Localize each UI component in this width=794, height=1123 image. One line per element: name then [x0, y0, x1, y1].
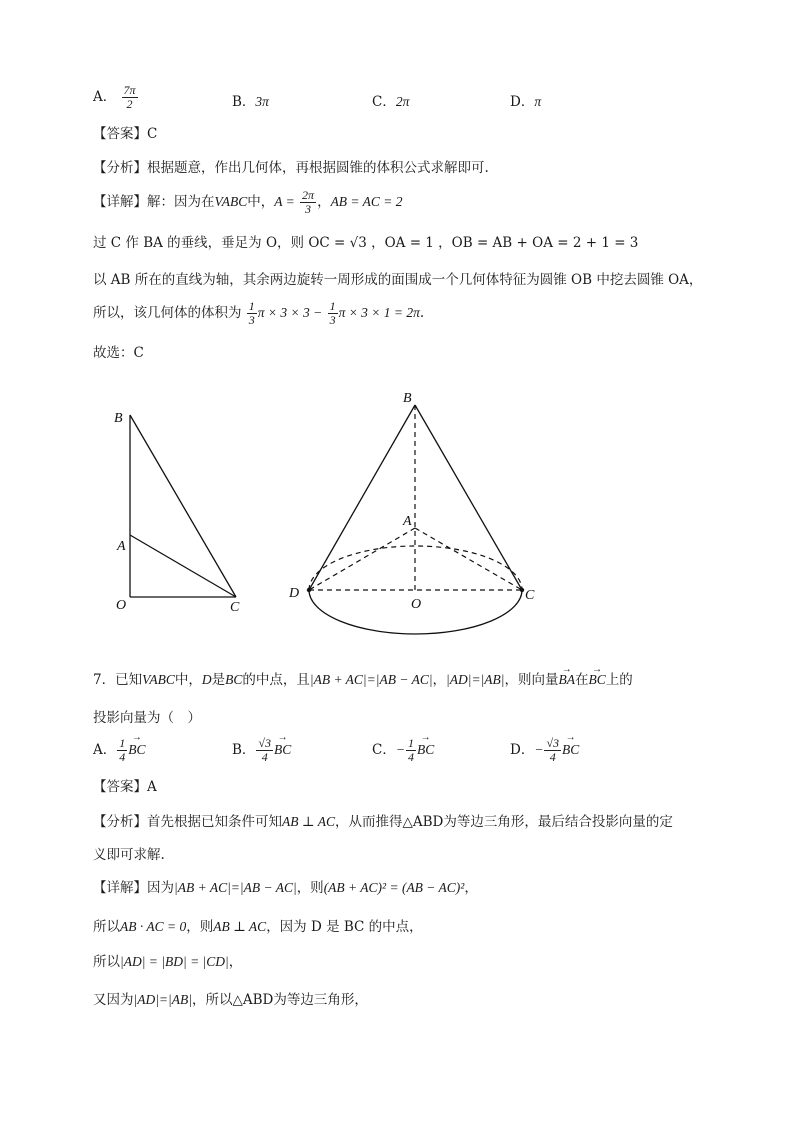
q7-detail-line-4	[93, 990, 368, 1010]
label-b: B	[114, 411, 123, 426]
vector: → BC	[128, 742, 145, 758]
q7-analysis-line-2: 义即可求解.	[93, 847, 165, 863]
text: 7．已知	[93, 672, 143, 688]
analysis-tag: 【分析】	[93, 814, 147, 830]
q7-option-b	[232, 737, 291, 764]
math: AB ⊥ AC	[282, 814, 335, 829]
label-o: O	[411, 597, 422, 612]
q6-detail-line-3: 以 AB 所在的直线为轴，其余两边旋转一周形成的面围成一个几何体特征为圆锥 OB 中挖去圆锥 OA，	[93, 272, 703, 288]
q6-choose: 故选：C	[93, 345, 144, 361]
text: 又因为	[93, 992, 134, 1008]
denominator: 4	[261, 750, 268, 764]
q7-detail-line-1	[93, 878, 478, 898]
text: 因为	[147, 880, 174, 896]
numerator: 1	[248, 299, 255, 313]
answer-tag: 【答案】	[93, 126, 147, 142]
option-letter: C．	[372, 742, 396, 758]
option-value: 3π	[255, 94, 269, 109]
fraction	[122, 84, 138, 111]
text: ，则	[296, 880, 324, 896]
option-letter: D．	[510, 94, 535, 110]
option-value: 2π	[395, 94, 410, 109]
denominator: 3	[305, 202, 312, 216]
math: AB · AC = 0	[120, 919, 187, 934]
text: ，从而推得△ABD为等边三角形，最后结合投影向量的定	[334, 814, 673, 830]
inner-slant-left	[309, 528, 415, 590]
denominator: 4	[119, 750, 126, 764]
text: ，	[432, 672, 447, 688]
text: ，则	[186, 919, 214, 935]
analysis-tag: 【分析】	[93, 160, 147, 176]
sign: −	[534, 742, 544, 757]
math: |AB + AC|=|AB − AC|	[174, 880, 297, 895]
q6-detail-line-1	[93, 189, 403, 216]
analysis-text: 根据题意，作出几何体，再根据圆锥的体积公式求解即可.	[147, 160, 489, 176]
label-o: O	[116, 598, 127, 613]
q7-detail-line-2	[93, 917, 423, 937]
vector: → BC	[562, 742, 579, 758]
label-b: B	[403, 391, 412, 406]
option-letter: B．	[232, 94, 256, 110]
fraction	[328, 300, 338, 327]
text: .	[419, 305, 425, 321]
inner-slant-right	[415, 528, 522, 590]
text: ，	[464, 880, 478, 896]
fraction	[256, 737, 273, 764]
q6-option-c	[372, 90, 409, 110]
text: ，	[228, 954, 243, 970]
text: ，因为 D 是 BC 的中点，	[266, 919, 423, 935]
text: ，所以△ABD为等边三角形，	[191, 992, 368, 1008]
numerator: 2π	[302, 188, 315, 202]
text: 上的	[605, 672, 633, 688]
text: 的中点，且	[242, 672, 310, 688]
math: |AB + AC|=|AB − AC|	[309, 672, 433, 687]
answer-value: C	[147, 126, 158, 142]
text: 所以，该几何体的体积为	[93, 305, 242, 321]
text: ，	[317, 194, 331, 210]
fraction	[406, 737, 416, 764]
numerator: 1	[329, 299, 336, 313]
text: 中，	[174, 672, 202, 688]
denominator: 3	[329, 313, 336, 327]
text: 是	[211, 672, 226, 688]
q7-option-c	[372, 737, 434, 764]
point-c	[520, 588, 524, 592]
answer-value: A	[147, 779, 157, 795]
right-triangle-figure	[114, 411, 240, 615]
q6-option-a	[93, 84, 139, 111]
vector: → BC	[589, 670, 606, 690]
math: π × 3 × 3 −	[257, 305, 323, 320]
geometry-figure	[0, 385, 794, 645]
detail-tag: 【详解】	[93, 880, 147, 896]
q6-analysis	[93, 158, 489, 178]
label-c: C	[230, 600, 240, 615]
option-letter: C．	[372, 94, 396, 110]
q6-answer	[93, 124, 157, 144]
denominator: 4	[549, 750, 556, 764]
vector: → BA	[559, 670, 576, 690]
option-letter: B．	[232, 742, 256, 758]
math: VABC	[142, 672, 175, 687]
fraction	[117, 737, 127, 764]
vector: → BC	[417, 742, 434, 758]
label-a: A	[117, 539, 126, 554]
answer-tag: 【答案】	[93, 779, 147, 795]
q7-detail-line-3	[93, 952, 242, 972]
option-letter: A．	[93, 89, 117, 105]
label-a: A	[403, 514, 412, 529]
fraction	[247, 300, 257, 327]
math: (AB + AC)² = (AB − AC)²	[323, 880, 465, 895]
cone-slant-right	[415, 405, 522, 590]
label-c: C	[525, 588, 535, 603]
label-d: D	[289, 586, 300, 601]
math: |AD|=|AB|	[446, 672, 505, 687]
math: VABC	[214, 194, 248, 209]
math: |AD| = |BD| = |CD|	[120, 954, 229, 969]
text: 所以	[93, 919, 120, 935]
cone-figure	[288, 391, 535, 634]
option-letter: A．	[93, 742, 117, 758]
text: 解：因为在	[147, 194, 215, 210]
math: D	[201, 672, 212, 687]
numerator: 1	[119, 736, 126, 750]
denominator: 4	[407, 750, 414, 764]
math: BC	[225, 672, 243, 687]
numerator: 1	[407, 736, 414, 750]
q6-detail-line-4	[93, 300, 424, 327]
numerator: √3	[546, 736, 560, 750]
text: 中，	[247, 194, 275, 210]
q7-analysis-line-1	[93, 812, 673, 832]
option-value: π	[534, 94, 542, 109]
segment-bc	[130, 415, 236, 597]
denominator: 2	[126, 97, 133, 111]
math: A =	[274, 194, 295, 209]
math: AB = AC = 2	[330, 194, 403, 209]
q7-option-a	[93, 737, 146, 764]
math: AB ⊥ AC	[213, 919, 267, 934]
point-d	[307, 588, 311, 592]
q6-option-b	[232, 90, 269, 110]
text: 首先根据已知条件可知	[147, 814, 282, 830]
numerator: √3	[258, 736, 272, 750]
segment-ac	[130, 535, 236, 597]
denominator: 3	[248, 313, 255, 327]
text: 所以	[93, 954, 120, 970]
q6-option-d	[510, 90, 541, 110]
q7-stem-line-1	[93, 670, 633, 690]
vector: → BC	[274, 742, 291, 758]
detail-tag: 【详解】	[93, 194, 147, 210]
fraction	[544, 737, 561, 764]
math: |AD|=|AB|	[133, 992, 192, 1007]
q7-stem-line-2: 投影向量为（ ）	[93, 710, 201, 726]
text: 在	[575, 672, 589, 688]
sign: −	[395, 742, 405, 757]
q7-answer	[93, 777, 157, 797]
option-letter: D．	[510, 742, 535, 758]
text: ，则向量	[504, 672, 559, 688]
math: π × 3 × 1 = 2π	[338, 305, 420, 320]
q6-detail-line-2: 过 C 作 BA 的垂线，垂足为 O，则 OC = √3 ，OA = 1 ，OB = AB + OA = 2 + 1 = 3	[93, 235, 639, 251]
cone-slant-left	[309, 405, 415, 590]
q7-option-d	[510, 737, 579, 764]
numerator: 7π	[123, 83, 136, 97]
fraction	[300, 189, 316, 216]
